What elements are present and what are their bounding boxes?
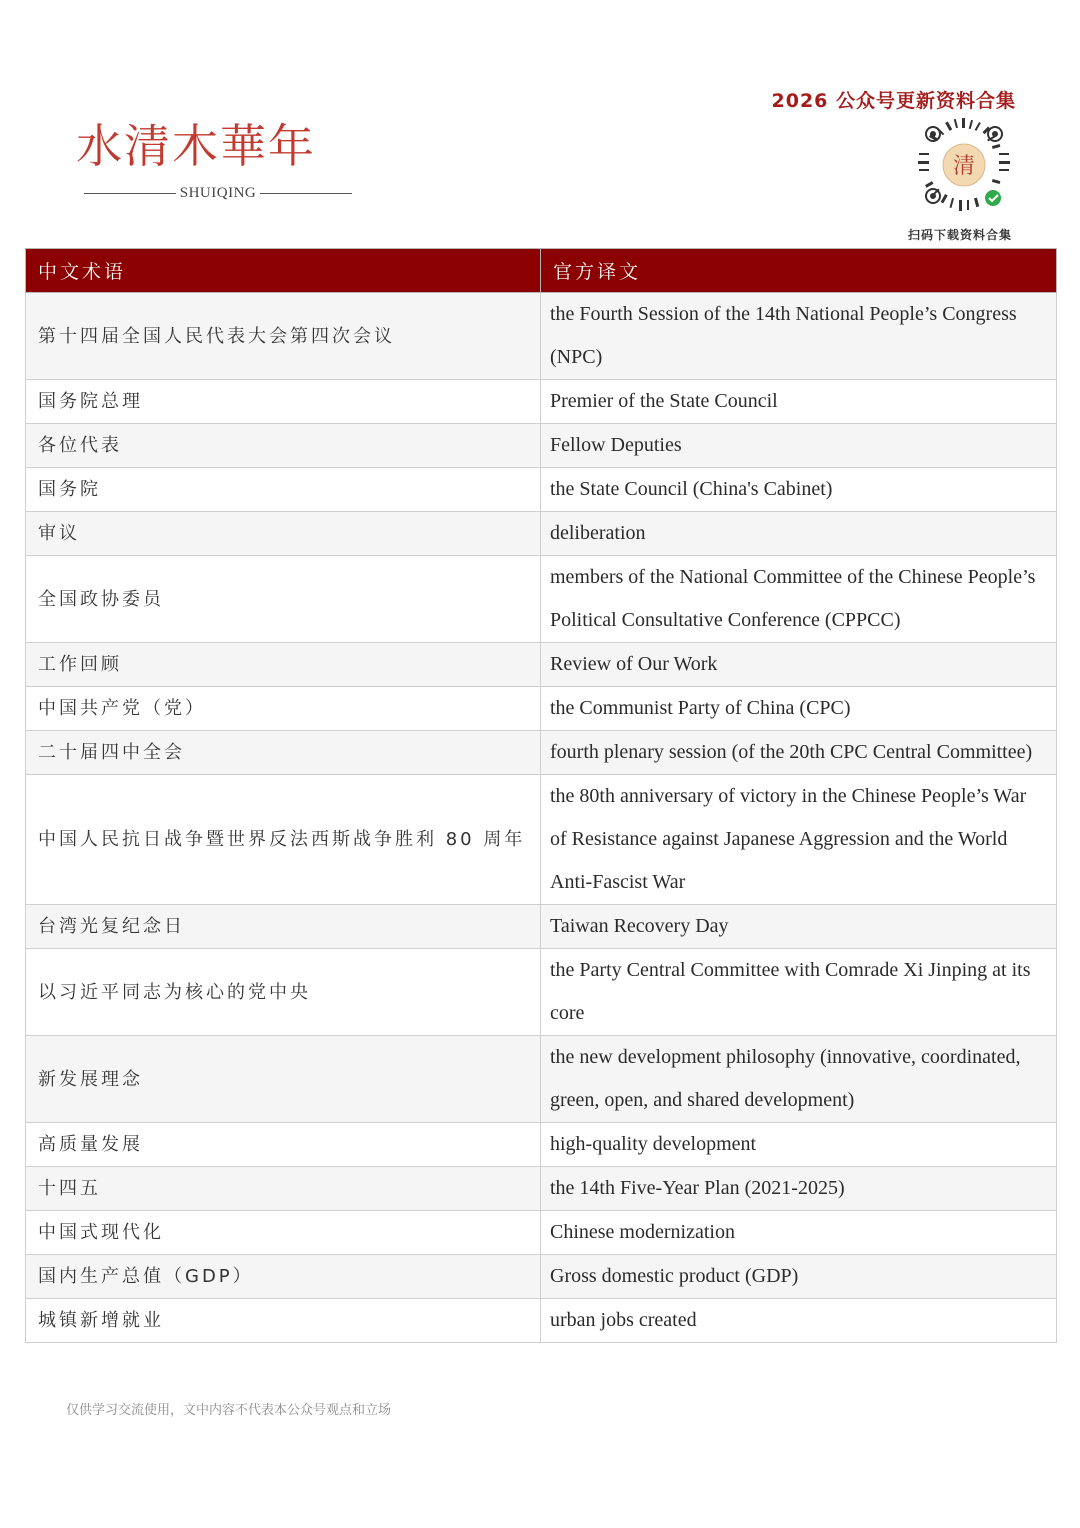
table-row bbox=[26, 1167, 1057, 1211]
term-chinese: 工作回顾 bbox=[26, 643, 541, 687]
brand-subtitle: SHUIQING bbox=[179, 184, 257, 201]
term-english: Chinese modernization bbox=[541, 1211, 1057, 1255]
term-chinese: 中国共产党（党） bbox=[26, 687, 541, 731]
term-chinese: 国务院 bbox=[26, 468, 541, 512]
term-chinese: 国内生产总值（GDP） bbox=[26, 1255, 541, 1299]
term-chinese: 各位代表 bbox=[26, 424, 541, 468]
term-chinese: 新发展理念 bbox=[26, 1036, 541, 1123]
divider bbox=[260, 193, 352, 194]
table-row bbox=[26, 905, 1057, 949]
terms-table-wrap bbox=[25, 248, 1056, 1343]
term-english: the 14th Five-Year Plan (2021-2025) bbox=[541, 1167, 1057, 1211]
table-row bbox=[26, 687, 1057, 731]
terms-table bbox=[25, 248, 1057, 1343]
term-chinese: 中国人民抗日战争暨世界反法西斯战争胜利 80 周年 bbox=[26, 775, 541, 905]
table-header-row bbox=[26, 249, 1057, 293]
term-english: the Party Central Committee with Comrade Xi Jinping at its core bbox=[541, 949, 1057, 1036]
term-english: the Communist Party of China (CPC) bbox=[541, 687, 1057, 731]
term-chinese: 十四五 bbox=[26, 1167, 541, 1211]
term-english: Review of Our Work bbox=[541, 643, 1057, 687]
table-row bbox=[26, 949, 1057, 1036]
table-row bbox=[26, 1123, 1057, 1167]
term-chinese: 审议 bbox=[26, 512, 541, 556]
term-english: deliberation bbox=[541, 512, 1057, 556]
qr-code-icon[interactable] bbox=[915, 116, 1013, 214]
brand-logo bbox=[76, 116, 366, 201]
term-chinese: 二十届四中全会 bbox=[26, 731, 541, 775]
term-english: Premier of the State Council bbox=[541, 380, 1057, 424]
table-row bbox=[26, 731, 1057, 775]
term-english: urban jobs created bbox=[541, 1299, 1057, 1343]
promo-block bbox=[766, 86, 1016, 113]
term-english: Fellow Deputies bbox=[541, 424, 1057, 468]
term-english: high-quality development bbox=[541, 1123, 1057, 1167]
term-chinese: 中国式现代化 bbox=[26, 1211, 541, 1255]
column-header-chinese: 中文术语 bbox=[26, 249, 541, 293]
table-row bbox=[26, 1211, 1057, 1255]
qr-center-char: 清 bbox=[952, 154, 976, 179]
term-chinese: 全国政协委员 bbox=[26, 556, 541, 643]
brand-subtitle-line bbox=[84, 184, 352, 202]
term-chinese: 国务院总理 bbox=[26, 380, 541, 424]
brand-name: 水清木華年 bbox=[76, 119, 316, 173]
promo-title: 2026 公众号更新资料合集 bbox=[771, 90, 1016, 112]
table-row bbox=[26, 293, 1057, 380]
table-row bbox=[26, 775, 1057, 905]
table-row bbox=[26, 1255, 1057, 1299]
table-body bbox=[26, 293, 1057, 1343]
table-row bbox=[26, 556, 1057, 643]
table-row bbox=[26, 1299, 1057, 1343]
term-english: Taiwan Recovery Day bbox=[541, 905, 1057, 949]
term-chinese: 城镇新增就业 bbox=[26, 1299, 541, 1343]
divider bbox=[84, 193, 176, 194]
column-header-english: 官方译文 bbox=[541, 249, 1057, 293]
table-row bbox=[26, 468, 1057, 512]
table-row bbox=[26, 1036, 1057, 1123]
term-chinese: 以习近平同志为核心的党中央 bbox=[26, 949, 541, 1036]
table-row bbox=[26, 512, 1057, 556]
term-english: the State Council (China's Cabinet) bbox=[541, 468, 1057, 512]
term-english: the 80th anniversary of victory in the Chinese People’s War of Resistance against Japanese Aggression and the World Anti-Fascist War bbox=[541, 775, 1057, 905]
term-english: Gross domestic product (GDP) bbox=[541, 1255, 1057, 1299]
table-row bbox=[26, 643, 1057, 687]
term-english: the Fourth Session of the 14th National People’s Congress (NPC) bbox=[541, 293, 1057, 380]
term-chinese: 第十四届全国人民代表大会第四次会议 bbox=[26, 293, 541, 380]
table-row bbox=[26, 424, 1057, 468]
promo-caption: 扫码下载资料合集 bbox=[907, 228, 1012, 242]
term-english: members of the National Committee of the Chinese People’s Political Consultative Conference (CPPCC) bbox=[541, 556, 1057, 643]
term-english: fourth plenary session (of the 20th CPC Central Committee) bbox=[541, 731, 1057, 775]
table-row bbox=[26, 380, 1057, 424]
term-chinese: 高质量发展 bbox=[26, 1123, 541, 1167]
term-chinese: 台湾光复纪念日 bbox=[26, 905, 541, 949]
footer-disclaimer: 仅供学习交流使用，文中内容不代表本公众号观点和立场 bbox=[66, 1403, 392, 1418]
term-english: the new development philosophy (innovative, coordinated, green, open, and shared development) bbox=[541, 1036, 1057, 1123]
